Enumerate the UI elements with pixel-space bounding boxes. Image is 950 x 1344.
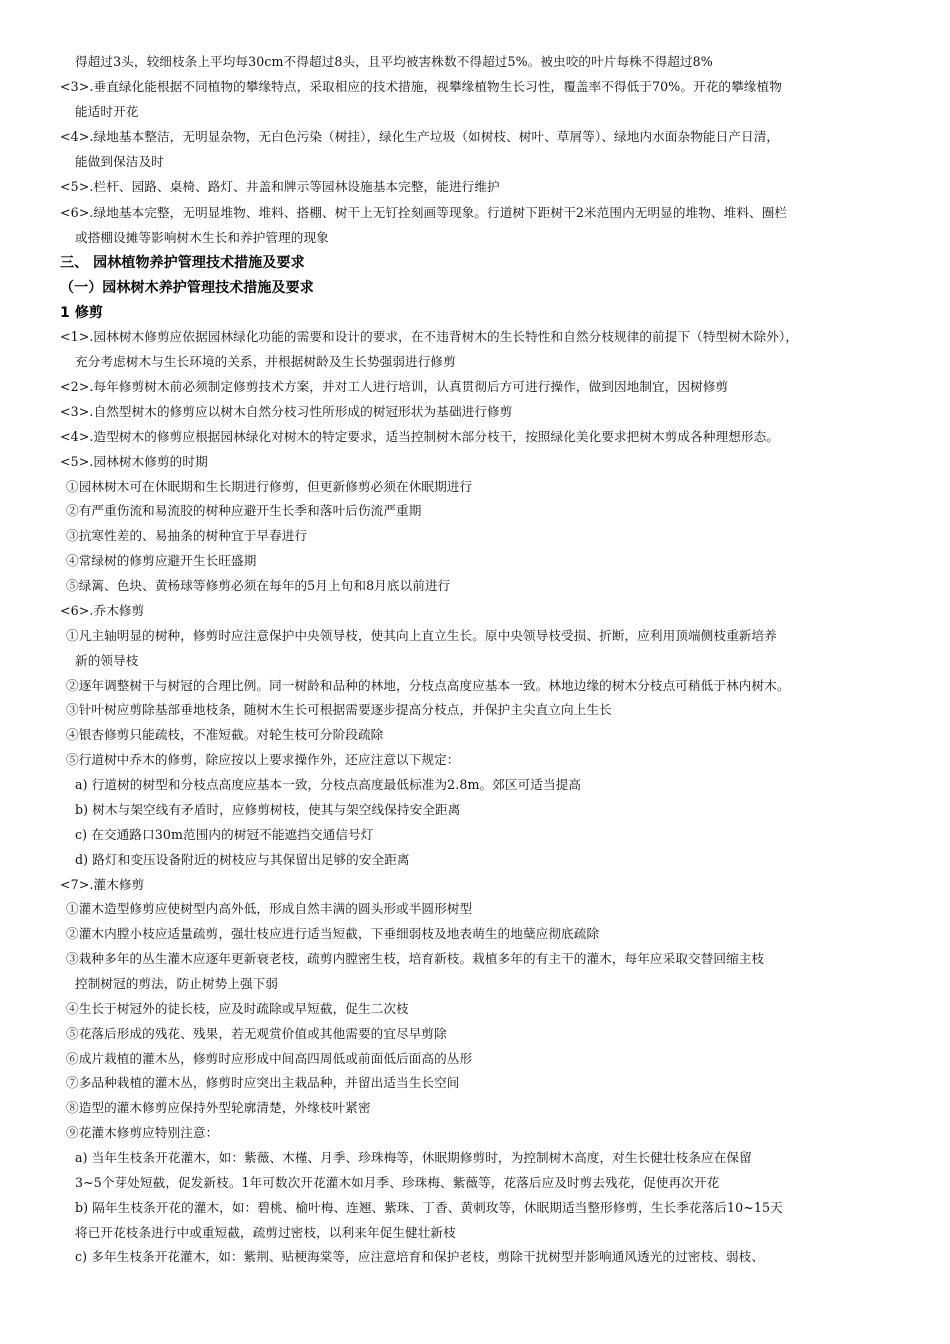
- text-line: ④银杏修剪只能疏枝，不准短截。对轮生枝可分阶段疏除: [66, 727, 384, 742]
- text-line: ③针叶树应剪除基部垂地枝条，随树木生长可根据需要逐步提高分枝点，并保护主尖直立向上生长: [66, 702, 612, 717]
- text-line: <3>.自然型树木的修剪应以树木自然分枝习性所形成的树冠形状为基础进行修剪: [60, 404, 513, 419]
- text-line: ③抗寒性差的、易抽条的树种宜于早春进行: [66, 528, 308, 543]
- text-line: ⑨花灌木修剪应特别注意：: [66, 1125, 219, 1140]
- text-line: ⑧造型的灌木修剪应保持外型轮廓清楚，外缘枝叶紧密: [66, 1100, 371, 1115]
- text-line: 能做到保洁及时: [75, 154, 164, 169]
- text-line: 控制树冠的剪法，防止树势上强下弱: [75, 976, 279, 991]
- text-line: ①园林树木可在休眠期和生长期进行修剪，但更新修剪必须在休眠期进行: [66, 479, 473, 494]
- text-line: b) 隔年生枝条开花的灌木，如：碧桃、榆叶梅、连翘、紫珠、丁香、黄刺玫等，休眠期适当整形修剪，生长季花落后10~15天: [75, 1200, 783, 1215]
- text-line: <1>.园林树木修剪应依据园林绿化功能的需要和设计的要求，在不违背树木的生长特性和自然分枝规律的前提下（特型树木除外），: [60, 329, 799, 344]
- text-line: 充分考虑树木与生长环境的关系，并根据树龄及生长势强弱进行修剪: [75, 354, 456, 369]
- text-line: 新的领导枝: [75, 653, 139, 668]
- text-line: ④生长于树冠外的徒长枝，应及时疏除或早短截，促生二次枝: [66, 1001, 409, 1016]
- text-line: ⑤绿篱、色块、黄杨球等修剪必须在每年的5月上旬和8月底以前进行: [66, 578, 451, 593]
- text-line: a) 当年生枝条开花灌木，如：紫薇、木槿、月季、珍珠梅等，休眠期修剪时，为控制树木高度，对生长健壮枝条应在保留: [75, 1150, 752, 1165]
- subsection-heading: （一）园林树木养护管理技术措施及要求: [60, 280, 314, 296]
- text-line: ⑥成片栽植的灌木丛，修剪时应形成中间高四周低或前面低后面高的丛形: [66, 1051, 473, 1066]
- text-line: ②有严重伤流和易流胶的树种应避开生长季和落叶后伤流严重期: [66, 503, 422, 518]
- text-line: 能适时开花: [75, 104, 139, 119]
- text-line: <3>.垂直绿化能根据不同植物的攀缘特点，采取相应的技术措施，视攀缘植物生长习性，覆盖率不得低于70%。开花的攀缘植物: [60, 79, 782, 94]
- text-line: ⑤行道树中乔木的修剪，除应按以上要求操作外，还应注意以下规定：: [66, 752, 460, 767]
- text-line: <5>.园林树木修剪的时期: [60, 454, 208, 469]
- text-line: <2>.每年修剪树木前必须制定修剪技术方案，并对工人进行培训，认真贯彻后方可进行操作，做到因地制宜，因树修剪: [60, 379, 729, 394]
- text-line: <5>.栏杆、园路、桌椅、路灯、井盖和牌示等园林设施基本完整，能进行维护: [60, 179, 500, 194]
- text-line: d) 路灯和变压设备附近的树枝应与其保留出足够的安全距离: [75, 852, 410, 867]
- text-line: ①灌木造型修剪应使树型内高外低，形成自然丰满的圆头形或半圆形树型: [66, 901, 473, 916]
- text-line: ⑤花落后形成的残花、残果，若无观赏价值或其他需要的宜尽早剪除: [66, 1026, 447, 1041]
- text-line: ②灌木内膛小枝应适量疏剪，强壮枝应进行适当短截，下垂细弱枝及地表萌生的地蘖应彻底疏除: [66, 926, 600, 941]
- item-heading: 1 修剪: [60, 305, 104, 321]
- text-line: ③栽种多年的丛生灌木应逐年更新衰老枝，疏剪内膛密生枝，培育新枝。栽植多年的有主干的灌木，每年应采取交替回缩主枝: [66, 951, 765, 966]
- text-line: <7>.灌木修剪: [60, 877, 145, 892]
- text-line: 或搭棚设摊等影响树木生长和养护管理的现象: [75, 230, 329, 245]
- text-line: <6>.绿地基本完整，无明显堆物、堆料、搭棚、树干上无钉拴刻画等现象。行道树下距树干2米范围内无明显的堆物、堆料、圈栏: [60, 205, 788, 220]
- text-line: <4>.绿地基本整洁，无明显杂物，无白色污染（树挂），绿化生产垃圾（如树枝、树叶、草屑等）、绿地内水面杂物能日产日清，: [60, 129, 780, 144]
- text-line: b) 树木与架空线有矛盾时，应修剪树枝，使其与架空线保持安全距离: [75, 802, 461, 817]
- text-line: c) 在交通路口30m范围内的树冠不能遮挡交通信号灯: [75, 827, 374, 842]
- text-line: ④常绿树的修剪应避开生长旺盛期: [66, 553, 257, 568]
- text-line: ⑦多品种栽植的灌木丛，修剪时应突出主栽品种，并留出适当生长空间: [66, 1075, 460, 1090]
- text-line: <4>.造型树木的修剪应根据园林绿化对树木的特定要求，适当控制树木部分枝干，按照绿化美化要求把树木剪成各种理想形态。: [60, 429, 779, 444]
- section-heading: 三、 园林植物养护管理技术措施及要求: [60, 255, 305, 271]
- text-line: ②逐年调整树干与树冠的合理比例。同一树龄和品种的林地，分枝点高度应基本一致。林地边缘的树木分枝点可稍低于林内树木。: [66, 678, 790, 693]
- text-line: ①凡主轴明显的树种，修剪时应注意保护中央领导枝，使其向上直立生长。原中央领导枝受损、折断，应利用顶端侧枝重新培养: [66, 628, 777, 643]
- text-line: a) 行道树的树型和分枝点高度应基本一致，分枝点高度最低标准为2.8m。郊区可适当提高: [75, 777, 582, 792]
- text-line: c) 多年生枝条开花灌木，如：紫荆、贴梗海棠等，应注意培育和保护老枝，剪除干扰树型并影响通风透光的过密枝、弱枝、: [75, 1249, 765, 1264]
- text-line: <6>.乔木修剪: [60, 603, 145, 618]
- text-line: 得超过3头，较细枝条上平均每30cm不得超过8头，且平均被害株数不得超过5%。被虫咬的叶片每株不得超过8%: [75, 54, 713, 69]
- text-line: 3~5个芽处短截，促发新枝。1年可数次开花灌木如月季、珍珠梅、紫薇等，花落后应及时剪去残花，促使再次开花: [75, 1175, 720, 1190]
- text-line: 将已开花枝条进行中或重短截，疏剪过密枝，以利来年促生健壮新枝: [75, 1225, 456, 1240]
